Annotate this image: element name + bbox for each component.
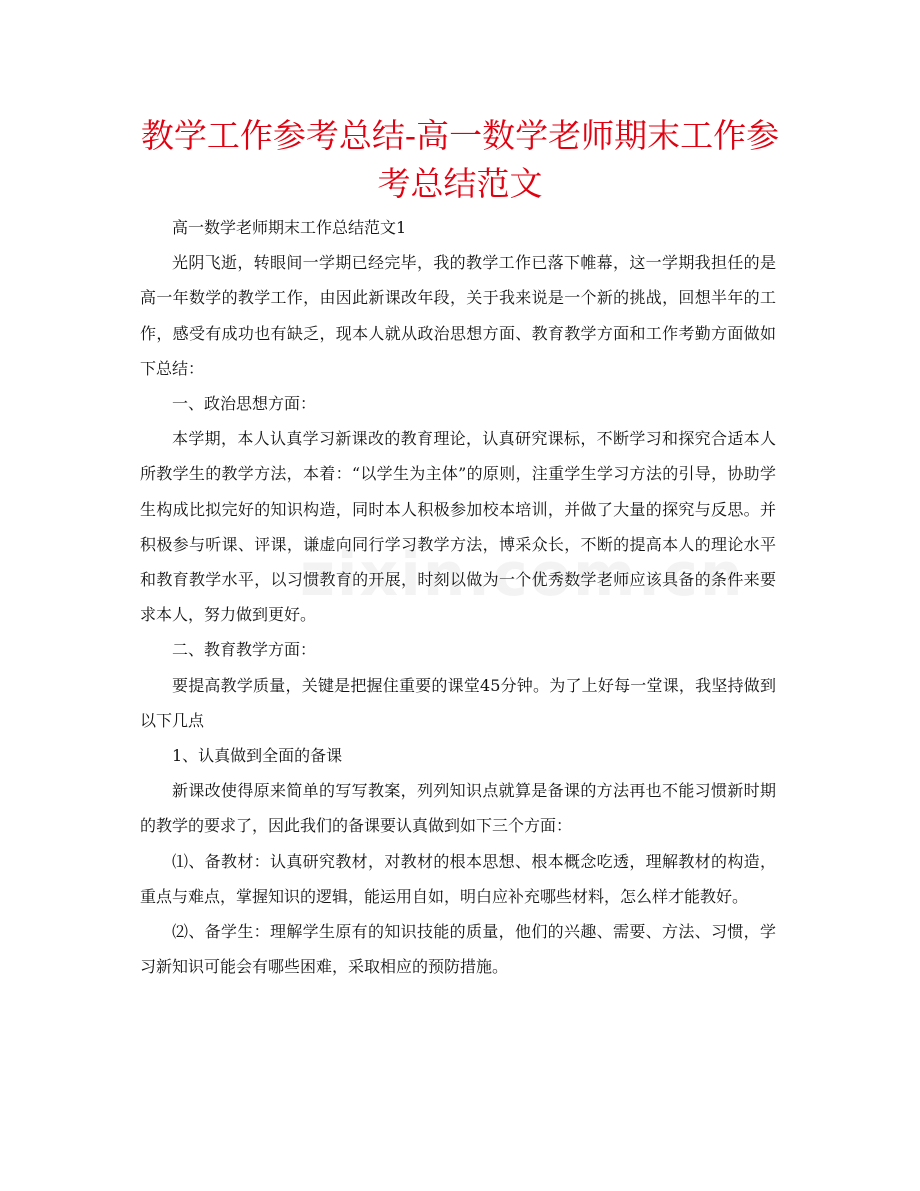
- heading-political: 一、政治思想方面：: [172, 394, 317, 414]
- document-body: [140, 210, 776, 984]
- heading-teaching: 二、教育教学方面：: [172, 640, 317, 660]
- paragraph-political: 本学期，本人认真学习新课改的教育理论，认真研究课标，不断学习和探究合适本人所教学生的教学方法，本着：“以学生为主体”的原则，注重学生学习方法的引导，协助学生构成比拟完好的知识构造，同时本人积极参加校本培训，并做了大量的探究与反思。并积极参与听课、评课，谦虚向同行学习教学方法，博采众长，不断的提高本人的理论水平和教育教学水平，以习惯教育的开展，时刻以做为一个优秀数学老师应该具备的条件来要求本人，努力做到更好。: [140, 429, 776, 625]
- paragraph-students: ⑵、备学生：理解学生原有的知识技能的质量，他们的兴趣、需要、方法、习惯，学习新知识可能会有哪些困难，采取相应的预防措施。: [140, 922, 776, 977]
- heading-preparation: 1、认真做到全面的备课: [172, 746, 343, 766]
- paragraph-teaching: 要提高教学质量，关键是把握住重要的课堂45分钟。为了上好每一堂课，我坚持做到以下几点: [140, 675, 776, 730]
- section-subtitle: 高一数学老师期末工作总结范文1: [172, 218, 407, 237]
- document-title: 教学工作参考总结-高一数学老师期末工作参考总结范文: [140, 116, 780, 203]
- paragraph-materials: ⑴、备教材：认真研究教材，对教材的根本思想、根本概念吃透，理解教材的构造，重点与难点，掌握知识的逻辑，能运用自如，明白应补充哪些材料，怎么样才能教好。: [140, 851, 776, 906]
- paragraph-preparation: 新课改使得原来简单的写写教案，列列知识点就算是备课的方法再也不能习惯新时期的教学的要求了，因此我们的备课要认真做到如下三个方面：: [140, 781, 776, 836]
- paragraph-intro: 光阴飞逝，转眼间一学期已经完毕，我的教学工作已落下帷幕，这一学期我担任的是高一年数学的教学工作，由因此新课改年段，关于我来说是一个新的挑战，回想半年的工作，感受有成功也有缺乏，现本人就从政治思想方面、教育教学方面和工作考勤方面做如下总结：: [140, 253, 776, 378]
